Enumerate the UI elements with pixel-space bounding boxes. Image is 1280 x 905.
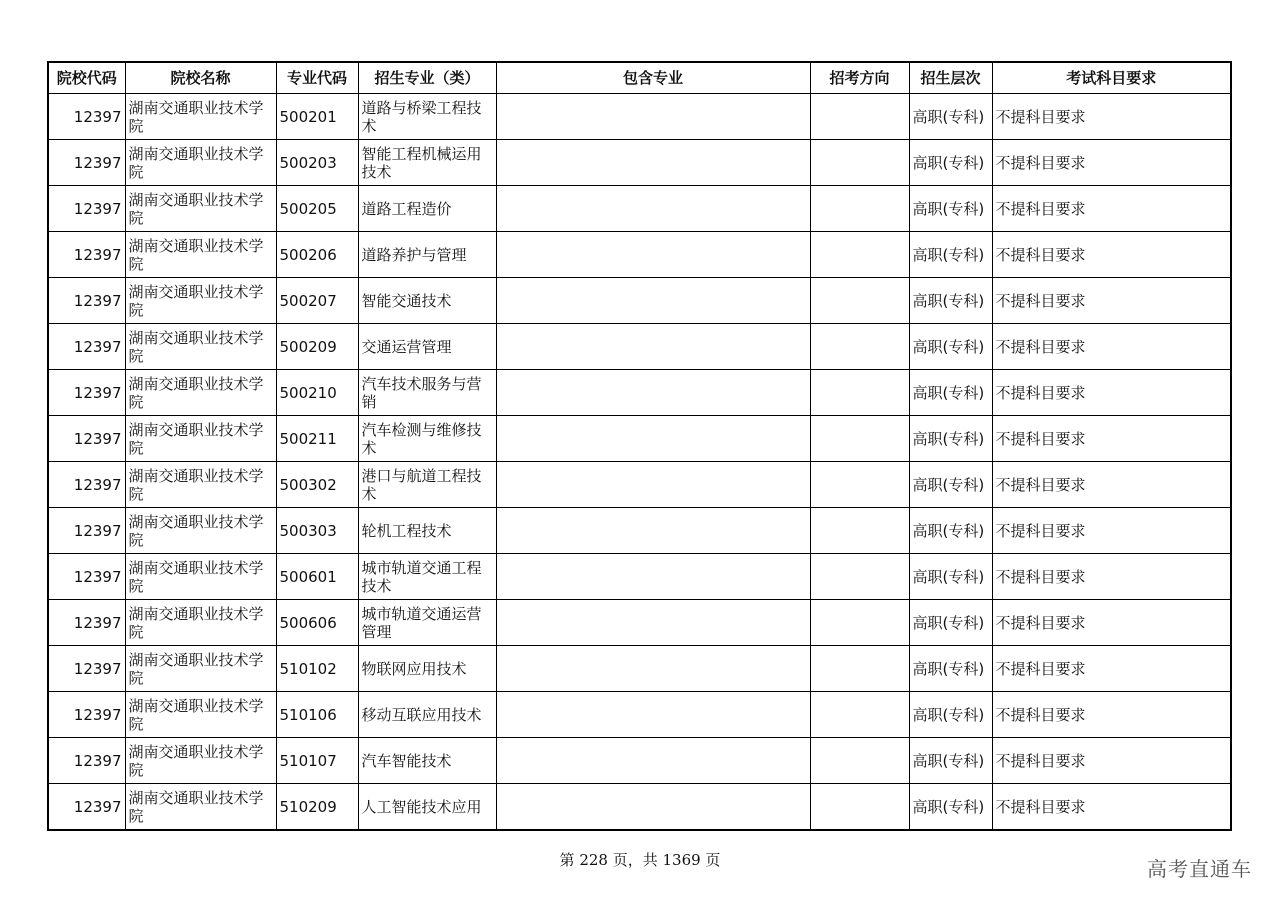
included-majors-cell [496, 646, 810, 692]
header-school-name: 院校名称 [125, 62, 276, 94]
school-name-cell: 湖南交通职业技术学院 [125, 186, 276, 232]
school-name-cell: 湖南交通职业技术学院 [125, 738, 276, 784]
requirement-cell: 不提科目要求 [992, 324, 1231, 370]
included-majors-cell [496, 324, 810, 370]
level-cell: 高职(专科) [909, 324, 992, 370]
school-name-cell: 湖南交通职业技术学院 [125, 554, 276, 600]
included-majors-cell [496, 462, 810, 508]
major-cell: 轮机工程技术 [358, 508, 496, 554]
major-cell: 智能交通技术 [358, 278, 496, 324]
requirement-cell: 不提科目要求 [992, 232, 1231, 278]
table-row [48, 232, 1231, 278]
included-majors-cell [496, 416, 810, 462]
included-majors-cell [496, 370, 810, 416]
requirement-cell: 不提科目要求 [992, 416, 1231, 462]
level-cell: 高职(专科) [909, 278, 992, 324]
school-code-cell: 12397 [48, 416, 125, 462]
direction-cell [810, 370, 909, 416]
level-cell: 高职(专科) [909, 370, 992, 416]
major-cell: 人工智能技术应用 [358, 784, 496, 831]
requirement-cell: 不提科目要求 [992, 94, 1231, 140]
header-level: 招生层次 [909, 62, 992, 94]
level-cell: 高职(专科) [909, 140, 992, 186]
level-cell: 高职(专科) [909, 600, 992, 646]
requirement-cell: 不提科目要求 [992, 508, 1231, 554]
requirement-cell: 不提科目要求 [992, 738, 1231, 784]
table-row [48, 738, 1231, 784]
school-code-cell: 12397 [48, 784, 125, 831]
school-code-cell: 12397 [48, 186, 125, 232]
requirement-cell: 不提科目要求 [992, 278, 1231, 324]
direction-cell [810, 94, 909, 140]
school-code-cell: 12397 [48, 600, 125, 646]
major-cell: 物联网应用技术 [358, 646, 496, 692]
school-code-cell: 12397 [48, 508, 125, 554]
school-code-cell: 12397 [48, 646, 125, 692]
major-code-cell: 500206 [276, 232, 358, 278]
school-name-cell: 湖南交通职业技术学院 [125, 692, 276, 738]
level-cell: 高职(专科) [909, 646, 992, 692]
direction-cell [810, 324, 909, 370]
school-code-cell: 12397 [48, 278, 125, 324]
table-row [48, 646, 1231, 692]
table-row [48, 554, 1231, 600]
included-majors-cell [496, 692, 810, 738]
level-cell: 高职(专科) [909, 186, 992, 232]
school-code-cell: 12397 [48, 462, 125, 508]
school-name-cell: 湖南交通职业技术学院 [125, 600, 276, 646]
included-majors-cell [496, 738, 810, 784]
major-cell: 城市轨道交通运营管理 [358, 600, 496, 646]
direction-cell [810, 554, 909, 600]
major-cell: 汽车智能技术 [358, 738, 496, 784]
school-name-cell: 湖南交通职业技术学院 [125, 370, 276, 416]
table-row [48, 186, 1231, 232]
school-name-cell: 湖南交通职业技术学院 [125, 646, 276, 692]
requirement-cell: 不提科目要求 [992, 784, 1231, 831]
included-majors-cell [496, 140, 810, 186]
major-cell: 智能工程机械运用技术 [358, 140, 496, 186]
major-code-cell: 500203 [276, 140, 358, 186]
level-cell: 高职(专科) [909, 232, 992, 278]
school-code-cell: 12397 [48, 370, 125, 416]
major-code-cell: 500303 [276, 508, 358, 554]
direction-cell [810, 186, 909, 232]
major-cell: 汽车技术服务与营销 [358, 370, 496, 416]
requirement-cell: 不提科目要求 [992, 646, 1231, 692]
direction-cell [810, 278, 909, 324]
school-name-cell: 湖南交通职业技术学院 [125, 508, 276, 554]
direction-cell [810, 508, 909, 554]
level-cell: 高职(专科) [909, 554, 992, 600]
major-code-cell: 500210 [276, 370, 358, 416]
school-code-cell: 12397 [48, 140, 125, 186]
school-name-cell: 湖南交通职业技术学院 [125, 462, 276, 508]
major-code-cell: 500205 [276, 186, 358, 232]
table-row [48, 370, 1231, 416]
table-row [48, 600, 1231, 646]
included-majors-cell [496, 554, 810, 600]
direction-cell [810, 462, 909, 508]
school-code-cell: 12397 [48, 324, 125, 370]
level-cell: 高职(专科) [909, 784, 992, 831]
page-number: 第 228 页，共 1369 页 [559, 851, 721, 869]
direction-cell [810, 646, 909, 692]
major-cell: 移动互联应用技术 [358, 692, 496, 738]
major-cell: 城市轨道交通工程技术 [358, 554, 496, 600]
major-code-cell: 500209 [276, 324, 358, 370]
included-majors-cell [496, 508, 810, 554]
major-code-cell: 500211 [276, 416, 358, 462]
table-row [48, 416, 1231, 462]
direction-cell [810, 416, 909, 462]
level-cell: 高职(专科) [909, 462, 992, 508]
direction-cell [810, 232, 909, 278]
major-code-cell: 500207 [276, 278, 358, 324]
requirement-cell: 不提科目要求 [992, 692, 1231, 738]
major-cell: 道路工程造价 [358, 186, 496, 232]
major-code-cell: 510209 [276, 784, 358, 831]
table-row [48, 692, 1231, 738]
major-code-cell: 500606 [276, 600, 358, 646]
direction-cell [810, 738, 909, 784]
school-code-cell: 12397 [48, 94, 125, 140]
major-code-cell: 500201 [276, 94, 358, 140]
school-name-cell: 湖南交通职业技术学院 [125, 94, 276, 140]
level-cell: 高职(专科) [909, 94, 992, 140]
school-code-cell: 12397 [48, 738, 125, 784]
table-row [48, 324, 1231, 370]
direction-cell [810, 784, 909, 831]
school-name-cell: 湖南交通职业技术学院 [125, 416, 276, 462]
major-cell: 汽车检测与维修技术 [358, 416, 496, 462]
major-code-cell: 510107 [276, 738, 358, 784]
direction-cell [810, 140, 909, 186]
requirement-cell: 不提科目要求 [992, 462, 1231, 508]
header-direction: 招考方向 [810, 62, 909, 94]
included-majors-cell [496, 784, 810, 831]
major-code-cell: 500302 [276, 462, 358, 508]
table-row [48, 508, 1231, 554]
included-majors-cell [496, 186, 810, 232]
school-name-cell: 湖南交通职业技术学院 [125, 324, 276, 370]
header-major-code: 专业代码 [276, 62, 358, 94]
header-requirement: 考试科目要求 [992, 62, 1231, 94]
watermark-logo: 高考直通车 [1147, 857, 1252, 881]
requirement-cell: 不提科目要求 [992, 600, 1231, 646]
school-name-cell: 湖南交通职业技术学院 [125, 140, 276, 186]
level-cell: 高职(专科) [909, 738, 992, 784]
requirement-cell: 不提科目要求 [992, 186, 1231, 232]
school-code-cell: 12397 [48, 554, 125, 600]
included-majors-cell [496, 278, 810, 324]
included-majors-cell [496, 94, 810, 140]
header-included-majors: 包含专业 [496, 62, 810, 94]
requirement-cell: 不提科目要求 [992, 140, 1231, 186]
requirement-cell: 不提科目要求 [992, 554, 1231, 600]
table-row [48, 784, 1231, 831]
major-cell: 港口与航道工程技术 [358, 462, 496, 508]
table-row [48, 462, 1231, 508]
table-row [48, 140, 1231, 186]
table-row [48, 278, 1231, 324]
school-name-cell: 湖南交通职业技术学院 [125, 232, 276, 278]
level-cell: 高职(专科) [909, 692, 992, 738]
requirement-cell: 不提科目要求 [992, 370, 1231, 416]
level-cell: 高职(专科) [909, 508, 992, 554]
header-row [48, 62, 1231, 94]
header-school-code: 院校代码 [48, 62, 125, 94]
direction-cell [810, 600, 909, 646]
major-cell: 道路养护与管理 [358, 232, 496, 278]
major-code-cell: 510106 [276, 692, 358, 738]
school-name-cell: 湖南交通职业技术学院 [125, 278, 276, 324]
table-row [48, 94, 1231, 140]
school-code-cell: 12397 [48, 692, 125, 738]
major-cell: 道路与桥梁工程技术 [358, 94, 496, 140]
included-majors-cell [496, 232, 810, 278]
major-code-cell: 500601 [276, 554, 358, 600]
major-cell: 交通运营管理 [358, 324, 496, 370]
header-major: 招生专业（类） [358, 62, 496, 94]
school-name-cell: 湖南交通职业技术学院 [125, 784, 276, 831]
level-cell: 高职(专科) [909, 416, 992, 462]
major-code-cell: 510102 [276, 646, 358, 692]
direction-cell [810, 692, 909, 738]
included-majors-cell [496, 600, 810, 646]
school-code-cell: 12397 [48, 232, 125, 278]
admissions-table [47, 61, 1232, 831]
